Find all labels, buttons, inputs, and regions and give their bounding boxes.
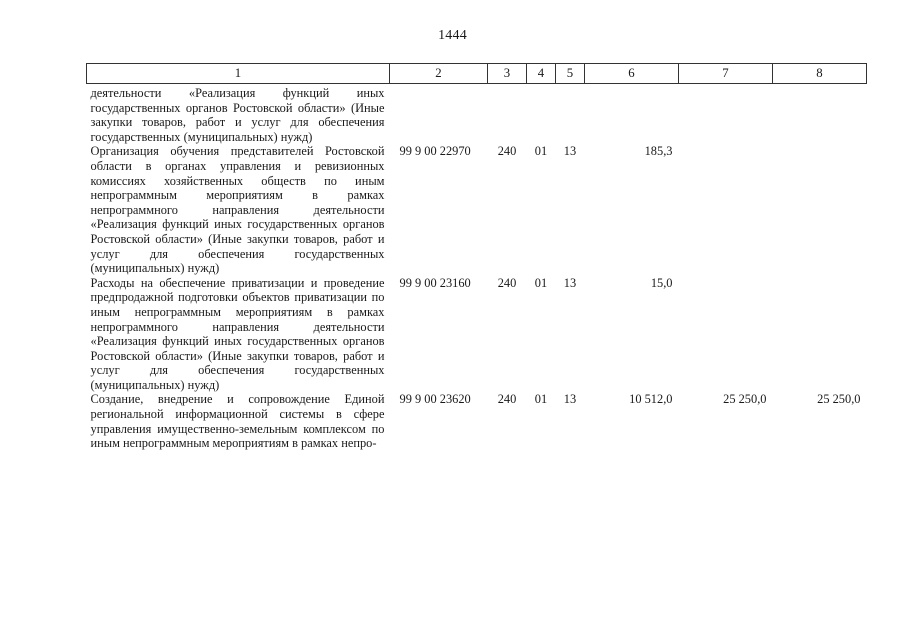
row-col-7: 25 250,0: [723, 392, 767, 407]
row-col-6: [585, 84, 679, 145]
row-col-4: 01: [534, 144, 548, 159]
row-col-3: [488, 84, 527, 145]
row-col-5: [556, 84, 585, 145]
row-col-6: 15,0: [650, 275, 673, 290]
budget-table: [86, 63, 867, 451]
page-number: 1444: [438, 28, 467, 43]
row-col-7: [679, 276, 773, 393]
header-col-6: 6: [585, 64, 679, 84]
row-col-8: [773, 144, 867, 275]
row-col-5: 13: [563, 275, 577, 290]
header-col-5: 5: [556, 64, 585, 84]
header-col-2: 2: [390, 64, 488, 84]
row-name: Создание, внедрение и сопровождение Единой региональной информационной системы в сфере управления имущественно-земельным комплексом по иным непрограммным мероприятиям в рамках непро-: [90, 392, 385, 451]
row-col-5: 13: [563, 144, 577, 159]
header-col-1: 1: [87, 64, 390, 84]
table-row: [87, 84, 867, 145]
header-row: [87, 64, 867, 84]
row-col-5: 13: [563, 392, 577, 407]
row-code: [390, 84, 488, 145]
row-col-8: [773, 276, 867, 393]
table-header: [87, 64, 867, 84]
row-col-8: 25 250,0: [817, 392, 861, 407]
row-col-6: 10 512,0: [629, 392, 673, 407]
row-code: 99 9 00 22970: [399, 144, 471, 159]
row-col-4: [527, 84, 556, 145]
row-col-3: 240: [497, 144, 517, 159]
row-col-3: 240: [497, 275, 517, 290]
row-col-8: [773, 84, 867, 145]
table-row: [87, 276, 867, 393]
row-code: 99 9 00 23160: [399, 275, 471, 290]
row-name: деятельности «Реализация функций иных государственных органов Ростовской области» (Иные закупки товаров, работ и услуг для обеспечения государственных (муниципальных) нужд): [90, 86, 385, 144]
row-col-7: [679, 84, 773, 145]
header-col-7: 7: [679, 64, 773, 84]
table-row: [87, 392, 867, 450]
header-col-3: 3: [488, 64, 527, 84]
header-col-4: 4: [527, 64, 556, 84]
row-col-7: [679, 144, 773, 275]
row-col-3: 240: [497, 392, 517, 407]
table-body: [87, 84, 867, 451]
row-name: Расходы на обеспечение приватизации и проведение предпродажной подготовки объектов приватизации по иным непрограммным мероприятиям в рамках непрограммного направления деятельности «Реализация функций иных государственных органов Ростовской области» (Иные закупки товаров, работ и услуг для обеспечения государственных (муниципальных) нужд): [90, 275, 385, 392]
row-col-4: 01: [534, 392, 548, 407]
row-code: 99 9 00 23620: [399, 392, 471, 407]
header-col-8: 8: [773, 64, 867, 84]
row-col-4: 01: [534, 275, 548, 290]
row-col-6: 185,3: [644, 144, 673, 159]
row-name: Организация обучения представителей Ростовской области в органах управления и ревизионных комиссиях хозяйственных обществ по иным непрограммным мероприятиям в рамках непрограммного направления деятельности «Реализация функций иных государственных органов Ростовской области» (Иные закупки товаров, работ и услуг для обеспечения государственных (муниципальных) нужд): [90, 144, 385, 276]
table-row: [87, 144, 867, 275]
